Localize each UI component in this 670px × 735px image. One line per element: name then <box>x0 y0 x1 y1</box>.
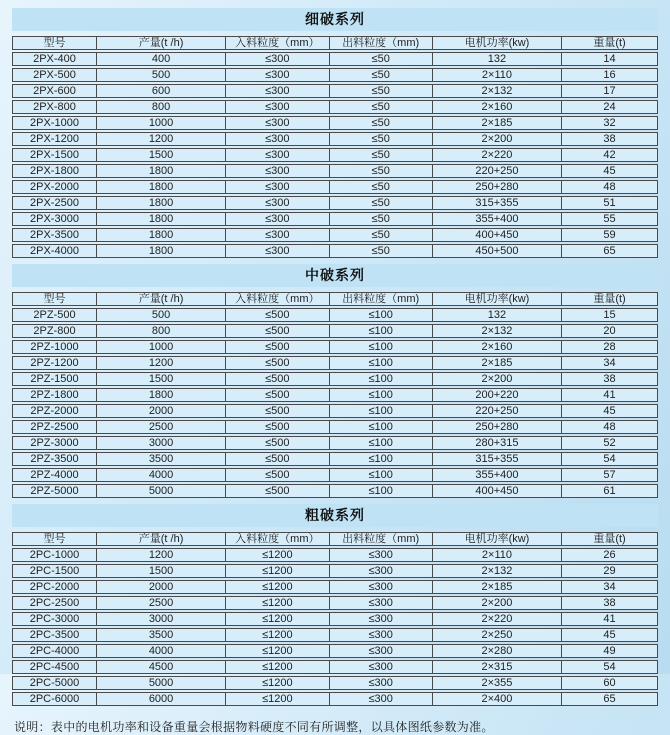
table-cell: 2PX-1000 <box>12 116 96 130</box>
table-cell: ≤1200 <box>225 676 328 690</box>
table-cell: ≤100 <box>329 356 432 370</box>
table-cell: ≤100 <box>329 452 432 466</box>
table-cell: ≤1200 <box>225 580 328 594</box>
table-cell: 2×160 <box>432 100 561 114</box>
table-cell: 2PZ-800 <box>12 324 96 338</box>
table-cell: 2PX-800 <box>12 100 96 114</box>
table-cell: 38 <box>561 372 658 386</box>
header-row <box>12 292 658 306</box>
table-cell: 2PC-3500 <box>12 628 96 642</box>
table-cell: ≤1200 <box>225 612 328 626</box>
column-header: 电机功率(kw) <box>432 292 561 306</box>
table-cell: 38 <box>561 132 658 146</box>
table-cell: 2PZ-1800 <box>12 388 96 402</box>
table-cell: 2PC-4500 <box>12 660 96 674</box>
table-cell: 2PZ-3000 <box>12 436 96 450</box>
table-cell: ≤300 <box>225 228 328 242</box>
table-cell: 132 <box>432 52 561 66</box>
table-cell: ≤50 <box>329 180 432 194</box>
table-cell: 3000 <box>96 612 225 626</box>
header-row <box>12 532 658 546</box>
table-cell: 1800 <box>96 388 225 402</box>
table-cell: 220+250 <box>432 404 561 418</box>
table-cell: 3500 <box>96 452 225 466</box>
table-row <box>12 660 658 674</box>
table-cell: ≤300 <box>225 116 328 130</box>
table-cell: ≤300 <box>225 148 328 162</box>
column-header: 入料粒度（mm） <box>225 532 328 546</box>
table-cell: 45 <box>561 628 658 642</box>
table-cell: 2PZ-1000 <box>12 340 96 354</box>
table-cell: 220+250 <box>432 164 561 178</box>
table-cell: 355+400 <box>432 468 561 482</box>
column-header: 入料粒度（mm） <box>225 292 328 306</box>
table-cell: 1800 <box>96 212 225 226</box>
table-cell: 54 <box>561 452 658 466</box>
footnote: 说明：表中的电机功率和设备重量会根据物料硬度不同有所调整，以具体图纸参数为准。 <box>14 720 494 734</box>
header-row <box>12 36 658 50</box>
table-cell: 4000 <box>96 644 225 658</box>
table-cell: ≤100 <box>329 484 432 498</box>
column-header: 产量(t /h) <box>96 36 225 50</box>
table-cell: 1200 <box>96 356 225 370</box>
table-cell: 315+355 <box>432 196 561 210</box>
table-cell: ≤100 <box>329 436 432 450</box>
table-cell: 29 <box>561 564 658 578</box>
table-cell: 2PX-3500 <box>12 228 96 242</box>
table-cell: 1800 <box>96 164 225 178</box>
table-row <box>12 580 658 594</box>
table-cell: ≤1200 <box>225 596 328 610</box>
table-cell: 2PX-2500 <box>12 196 96 210</box>
table-cell: 2×220 <box>432 612 561 626</box>
spec-table-medium <box>12 290 658 500</box>
table-cell: 2×280 <box>432 644 561 658</box>
table-cell: ≤500 <box>225 356 328 370</box>
table-cell: 59 <box>561 228 658 242</box>
table-row <box>12 388 658 402</box>
table-cell: 2PC-6000 <box>12 692 96 706</box>
table-cell: 1800 <box>96 228 225 242</box>
table-cell: ≤100 <box>329 308 432 322</box>
table-row <box>12 180 658 194</box>
table-cell: 65 <box>561 692 658 706</box>
column-header: 入料粒度（mm） <box>225 36 328 50</box>
table-cell: 2500 <box>96 420 225 434</box>
table-cell: ≤1200 <box>225 548 328 562</box>
column-header: 型号 <box>12 36 96 50</box>
spec-table-fine <box>12 34 658 260</box>
table-cell: 28 <box>561 340 658 354</box>
table-cell: 2PZ-1500 <box>12 372 96 386</box>
table-cell: ≤100 <box>329 420 432 434</box>
series-title-coarse: 粗破系列 <box>12 504 658 527</box>
table-cell: 26 <box>561 548 658 562</box>
table-cell: ≤300 <box>225 180 328 194</box>
table-cell: 17 <box>561 84 658 98</box>
table-cell: 54 <box>561 660 658 674</box>
table-cell: 34 <box>561 356 658 370</box>
table-cell: ≤100 <box>329 340 432 354</box>
table-row <box>12 116 658 130</box>
table-cell: 2×132 <box>432 324 561 338</box>
series-section-coarse <box>12 504 658 708</box>
table-cell: ≤1200 <box>225 644 328 658</box>
table-cell: 2×132 <box>432 84 561 98</box>
table-cell: 2PX-500 <box>12 68 96 82</box>
table-cell: 2PX-400 <box>12 52 96 66</box>
table-cell: 20 <box>561 324 658 338</box>
table-cell: ≤100 <box>329 324 432 338</box>
table-cell: 2PC-3000 <box>12 612 96 626</box>
table-cell: 315+355 <box>432 452 561 466</box>
table-cell: 45 <box>561 164 658 178</box>
table-cell: 2×355 <box>432 676 561 690</box>
column-header: 重量(t) <box>561 532 658 546</box>
table-row <box>12 676 658 690</box>
table-cell: ≤300 <box>225 212 328 226</box>
series-section-medium <box>12 264 658 500</box>
table-cell: ≤300 <box>225 244 328 258</box>
table-cell: 48 <box>561 420 658 434</box>
table-cell: 2PC-1000 <box>12 548 96 562</box>
table-cell: ≤50 <box>329 100 432 114</box>
table-row <box>12 452 658 466</box>
table-cell: 1500 <box>96 372 225 386</box>
column-header: 型号 <box>12 532 96 546</box>
table-cell: ≤50 <box>329 68 432 82</box>
table-cell: ≤500 <box>225 420 328 434</box>
table-cell: ≤300 <box>225 52 328 66</box>
series-title-medium: 中破系列 <box>12 264 658 287</box>
table-cell: ≤1200 <box>225 692 328 706</box>
table-cell: 2PX-2000 <box>12 180 96 194</box>
table-cell: 2PZ-1200 <box>12 356 96 370</box>
table-row <box>12 468 658 482</box>
table-cell: ≤300 <box>329 548 432 562</box>
table-cell: 2000 <box>96 580 225 594</box>
table-row <box>12 228 658 242</box>
table-cell: 800 <box>96 100 225 114</box>
table-cell: 400 <box>96 52 225 66</box>
table-cell: ≤500 <box>225 308 328 322</box>
table-row <box>12 436 658 450</box>
table-row <box>12 100 658 114</box>
table-cell: 2×160 <box>432 340 561 354</box>
table-cell: 2500 <box>96 596 225 610</box>
table-cell: 1200 <box>96 548 225 562</box>
table-cell: ≤500 <box>225 436 328 450</box>
table-cell: 500 <box>96 308 225 322</box>
table-cell: 5000 <box>96 676 225 690</box>
table-cell: ≤300 <box>329 596 432 610</box>
table-cell: 15 <box>561 308 658 322</box>
table-cell: 3000 <box>96 436 225 450</box>
table-cell: ≤300 <box>329 564 432 578</box>
table-cell: 2×185 <box>432 580 561 594</box>
table-row <box>12 644 658 658</box>
table-row <box>12 148 658 162</box>
table-cell: ≤50 <box>329 148 432 162</box>
table-cell: 4000 <box>96 468 225 482</box>
table-row <box>12 484 658 498</box>
table-cell: 16 <box>561 68 658 82</box>
table-cell: ≤100 <box>329 388 432 402</box>
table-cell: ≤50 <box>329 196 432 210</box>
table-cell: 400+450 <box>432 484 561 498</box>
table-cell: 250+280 <box>432 420 561 434</box>
table-cell: 2PC-4000 <box>12 644 96 658</box>
table-cell: 4500 <box>96 660 225 674</box>
table-row <box>12 564 658 578</box>
table-row <box>12 628 658 642</box>
table-cell: ≤300 <box>225 84 328 98</box>
table-row <box>12 84 658 98</box>
table-cell: 2PZ-2000 <box>12 404 96 418</box>
table-cell: 48 <box>561 180 658 194</box>
table-cell: 52 <box>561 436 658 450</box>
table-cell: 2×110 <box>432 68 561 82</box>
table-cell: 2×200 <box>432 132 561 146</box>
table-cell: ≤100 <box>329 404 432 418</box>
table-row <box>12 340 658 354</box>
table-row <box>12 244 658 258</box>
table-cell: 2×200 <box>432 596 561 610</box>
table-cell: 2PC-5000 <box>12 676 96 690</box>
table-cell: 450+500 <box>432 244 561 258</box>
table-cell: 2×185 <box>432 116 561 130</box>
column-header: 重量(t) <box>561 292 658 306</box>
table-cell: ≤100 <box>329 468 432 482</box>
table-cell: ≤500 <box>225 324 328 338</box>
table-cell: ≤300 <box>329 660 432 674</box>
table-cell: 41 <box>561 388 658 402</box>
table-cell: ≤500 <box>225 484 328 498</box>
table-row <box>12 212 658 226</box>
table-cell: 2×110 <box>432 548 561 562</box>
table-cell: ≤500 <box>225 340 328 354</box>
column-header: 产量(t /h) <box>96 532 225 546</box>
table-cell: 2PZ-4000 <box>12 468 96 482</box>
table-row <box>12 372 658 386</box>
table-cell: ≤500 <box>225 388 328 402</box>
table-cell: 1800 <box>96 196 225 210</box>
table-cell: ≤300 <box>329 676 432 690</box>
table-cell: 2×185 <box>432 356 561 370</box>
column-header: 产量(t /h) <box>96 292 225 306</box>
table-cell: 1000 <box>96 340 225 354</box>
table-cell: ≤1200 <box>225 660 328 674</box>
table-row <box>12 612 658 626</box>
table-cell: ≤300 <box>225 132 328 146</box>
table-cell: 61 <box>561 484 658 498</box>
table-cell: 2PZ-5000 <box>12 484 96 498</box>
table-cell: 5000 <box>96 484 225 498</box>
series-section-fine <box>12 8 658 260</box>
table-row <box>12 356 658 370</box>
table-cell: ≤50 <box>329 228 432 242</box>
table-cell: 32 <box>561 116 658 130</box>
table-cell: 400+450 <box>432 228 561 242</box>
table-cell: 2PZ-2500 <box>12 420 96 434</box>
table-cell: ≤300 <box>329 580 432 594</box>
table-cell: ≤300 <box>329 628 432 642</box>
table-cell: 24 <box>561 100 658 114</box>
table-cell: 1800 <box>96 244 225 258</box>
table-row <box>12 596 658 610</box>
column-header: 重量(t) <box>561 36 658 50</box>
table-cell: 51 <box>561 196 658 210</box>
table-cell: 600 <box>96 84 225 98</box>
table-cell: 280+315 <box>432 436 561 450</box>
table-cell: ≤500 <box>225 452 328 466</box>
table-cell: 200+220 <box>432 388 561 402</box>
table-cell: 34 <box>561 580 658 594</box>
table-cell: 355+400 <box>432 212 561 226</box>
table-cell: ≤300 <box>225 68 328 82</box>
table-cell: 60 <box>561 676 658 690</box>
table-cell: ≤300 <box>225 164 328 178</box>
table-cell: ≤100 <box>329 372 432 386</box>
table-row <box>12 324 658 338</box>
table-cell: ≤1200 <box>225 628 328 642</box>
column-header: 电机功率(kw) <box>432 36 561 50</box>
table-cell: 2PX-1800 <box>12 164 96 178</box>
table-row <box>12 164 658 178</box>
table-cell: ≤50 <box>329 212 432 226</box>
table-row <box>12 420 658 434</box>
table-cell: 3500 <box>96 628 225 642</box>
table-row <box>12 308 658 322</box>
table-row <box>12 68 658 82</box>
table-cell: ≤300 <box>225 100 328 114</box>
table-cell: 41 <box>561 612 658 626</box>
table-cell: ≤50 <box>329 132 432 146</box>
column-header: 电机功率(kw) <box>432 532 561 546</box>
table-cell: ≤500 <box>225 372 328 386</box>
table-cell: 1800 <box>96 180 225 194</box>
table-cell: 2×315 <box>432 660 561 674</box>
table-cell: 2PC-2000 <box>12 580 96 594</box>
table-cell: 2×200 <box>432 372 561 386</box>
table-cell: 57 <box>561 468 658 482</box>
table-cell: ≤1200 <box>225 564 328 578</box>
column-header: 出料粒度（mm) <box>329 292 432 306</box>
table-row <box>12 52 658 66</box>
table-row <box>12 196 658 210</box>
table-cell: 2PC-1500 <box>12 564 96 578</box>
table-cell: ≤50 <box>329 116 432 130</box>
column-header: 出料粒度（mm) <box>329 532 432 546</box>
table-cell: ≤500 <box>225 404 328 418</box>
table-cell: ≤50 <box>329 244 432 258</box>
table-cell: 132 <box>432 308 561 322</box>
table-cell: ≤50 <box>329 164 432 178</box>
table-cell: 2×400 <box>432 692 561 706</box>
table-cell: 65 <box>561 244 658 258</box>
table-cell: ≤500 <box>225 468 328 482</box>
table-row <box>12 132 658 146</box>
table-cell: 14 <box>561 52 658 66</box>
table-cell: ≤50 <box>329 52 432 66</box>
spec-table-coarse <box>12 530 658 708</box>
table-cell: 250+280 <box>432 180 561 194</box>
table-cell: 500 <box>96 68 225 82</box>
table-cell: 42 <box>561 148 658 162</box>
column-header: 型号 <box>12 292 96 306</box>
table-cell: ≤300 <box>329 644 432 658</box>
table-cell: 1500 <box>96 564 225 578</box>
table-cell: 55 <box>561 212 658 226</box>
table-row <box>12 692 658 706</box>
table-cell: 49 <box>561 644 658 658</box>
table-row <box>12 548 658 562</box>
table-cell: 2PX-600 <box>12 84 96 98</box>
column-header: 出料粒度（mm) <box>329 36 432 50</box>
table-cell: ≤300 <box>225 196 328 210</box>
table-cell: 2×250 <box>432 628 561 642</box>
table-cell: 2PC-2500 <box>12 596 96 610</box>
table-cell: 2×132 <box>432 564 561 578</box>
table-cell: 1200 <box>96 132 225 146</box>
table-cell: 1000 <box>96 116 225 130</box>
table-cell: ≤300 <box>329 692 432 706</box>
table-cell: 6000 <box>96 692 225 706</box>
table-cell: 2PX-4000 <box>12 244 96 258</box>
table-cell: 2PZ-3500 <box>12 452 96 466</box>
table-cell: ≤50 <box>329 84 432 98</box>
table-cell: 38 <box>561 596 658 610</box>
table-cell: 2×220 <box>432 148 561 162</box>
table-cell: 800 <box>96 324 225 338</box>
table-cell: 2000 <box>96 404 225 418</box>
table-cell: 2PX-3000 <box>12 212 96 226</box>
series-title-fine: 细破系列 <box>12 8 658 31</box>
table-cell: 2PX-1200 <box>12 132 96 146</box>
table-cell: ≤300 <box>329 612 432 626</box>
table-cell: 45 <box>561 404 658 418</box>
table-cell: 2PZ-500 <box>12 308 96 322</box>
table-row <box>12 404 658 418</box>
table-cell: 1500 <box>96 148 225 162</box>
table-cell: 2PX-1500 <box>12 148 96 162</box>
